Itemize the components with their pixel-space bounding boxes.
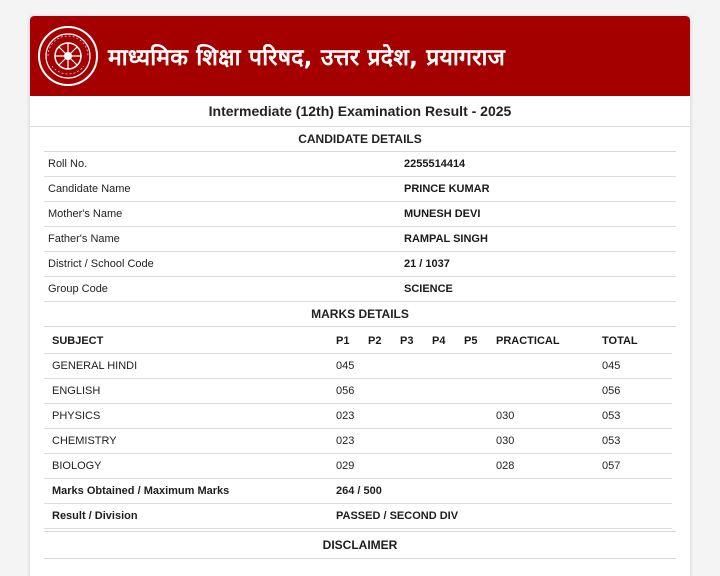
candidate-details-heading: CANDIDATE DETAILS xyxy=(44,127,676,152)
column-header-subject: SUBJECT xyxy=(44,329,336,354)
total-cell: 053 xyxy=(602,404,672,429)
table-row xyxy=(44,429,672,454)
detail-value: 2255514414 xyxy=(404,158,466,170)
p5-cell xyxy=(464,379,496,404)
disclaimer-heading: DISCLAIMER xyxy=(44,531,676,559)
column-header-p4: P4 xyxy=(432,329,464,354)
summary-label: Marks Obtained / Maximum Marks xyxy=(44,479,336,504)
p1-cell: 045 xyxy=(336,354,368,379)
table-row xyxy=(44,379,672,404)
p5-cell xyxy=(464,429,496,454)
detail-value: MUNESH DEVI xyxy=(404,208,481,220)
p2-cell xyxy=(368,429,400,454)
p5-cell xyxy=(464,354,496,379)
column-header-total: TOTAL xyxy=(602,329,672,354)
p1-cell: 023 xyxy=(336,404,368,429)
p1-cell: 029 xyxy=(336,454,368,479)
p2-cell xyxy=(368,454,400,479)
column-header-p5: P5 xyxy=(464,329,496,354)
detail-label: Candidate Name xyxy=(48,183,131,195)
subject-cell: BIOLOGY xyxy=(44,454,336,479)
summary-value: 264 / 500 xyxy=(336,479,672,504)
p4-cell xyxy=(432,379,464,404)
table-row xyxy=(44,354,672,379)
total-cell: 057 xyxy=(602,454,672,479)
p4-cell xyxy=(432,454,464,479)
detail-label: Mother's Name xyxy=(48,208,123,220)
summary-label: Result / Division xyxy=(44,504,336,529)
detail-value: PRINCE KUMAR xyxy=(404,183,490,195)
subject-cell: GENERAL HINDI xyxy=(44,354,336,379)
p4-cell xyxy=(432,354,464,379)
p1-cell: 056 xyxy=(336,379,368,404)
p3-cell xyxy=(400,454,432,479)
detail-row-group-code xyxy=(44,277,676,302)
p2-cell xyxy=(368,379,400,404)
p5-cell xyxy=(464,404,496,429)
practical-cell: 030 xyxy=(496,429,602,454)
column-header-p3: P3 xyxy=(400,329,432,354)
p5-cell xyxy=(464,454,496,479)
detail-row-mother-name xyxy=(44,202,676,227)
table-row xyxy=(44,404,672,429)
exam-title: Intermediate (12th) Examination Result - 2025 xyxy=(30,96,690,127)
p3-cell xyxy=(400,404,432,429)
marks-table-wrap xyxy=(44,327,676,529)
marks-details-heading: MARKS DETAILS xyxy=(44,302,676,327)
total-cell: 056 xyxy=(602,379,672,404)
summary-value: PASSED / SECOND DIV xyxy=(336,504,672,529)
column-header-p2: P2 xyxy=(368,329,400,354)
detail-label: Father's Name xyxy=(48,233,120,245)
practical-cell xyxy=(496,354,602,379)
marks-header-row xyxy=(44,329,672,354)
result-card xyxy=(30,16,690,576)
p2-cell xyxy=(368,354,400,379)
up-board-emblem-icon xyxy=(38,26,98,86)
detail-label: Roll No. xyxy=(48,158,88,170)
detail-row-candidate-name xyxy=(44,177,676,202)
p1-cell: 023 xyxy=(336,429,368,454)
marks-table xyxy=(44,329,672,529)
subject-cell: CHEMISTRY xyxy=(44,429,336,454)
summary-row-marks-obtained xyxy=(44,479,672,504)
p3-cell xyxy=(400,379,432,404)
detail-value: 21 / 1037 xyxy=(404,258,450,270)
p3-cell xyxy=(400,429,432,454)
column-header-practical: PRACTICAL xyxy=(496,329,602,354)
detail-row-district-school-code xyxy=(44,252,676,277)
detail-label: District / School Code xyxy=(48,258,154,270)
p4-cell xyxy=(432,404,464,429)
subject-cell: ENGLISH xyxy=(44,379,336,404)
board-name: माध्यमिक शिक्षा परिषद, उत्तर प्रदेश, प्रयागराज xyxy=(108,45,505,71)
p2-cell xyxy=(368,404,400,429)
detail-row-father-name xyxy=(44,227,676,252)
p4-cell xyxy=(432,429,464,454)
column-header-p1: P1 xyxy=(336,329,368,354)
summary-row-result-division xyxy=(44,504,672,529)
practical-cell: 028 xyxy=(496,454,602,479)
p3-cell xyxy=(400,354,432,379)
total-cell: 053 xyxy=(602,429,672,454)
detail-value: RAMPAL SINGH xyxy=(404,233,488,245)
board-header xyxy=(30,16,690,96)
subject-cell: PHYSICS xyxy=(44,404,336,429)
practical-cell: 030 xyxy=(496,404,602,429)
table-row xyxy=(44,454,672,479)
practical-cell xyxy=(496,379,602,404)
detail-value: SCIENCE xyxy=(404,283,453,295)
detail-row-roll-no xyxy=(44,152,676,177)
detail-label: Group Code xyxy=(48,283,108,295)
total-cell: 045 xyxy=(602,354,672,379)
